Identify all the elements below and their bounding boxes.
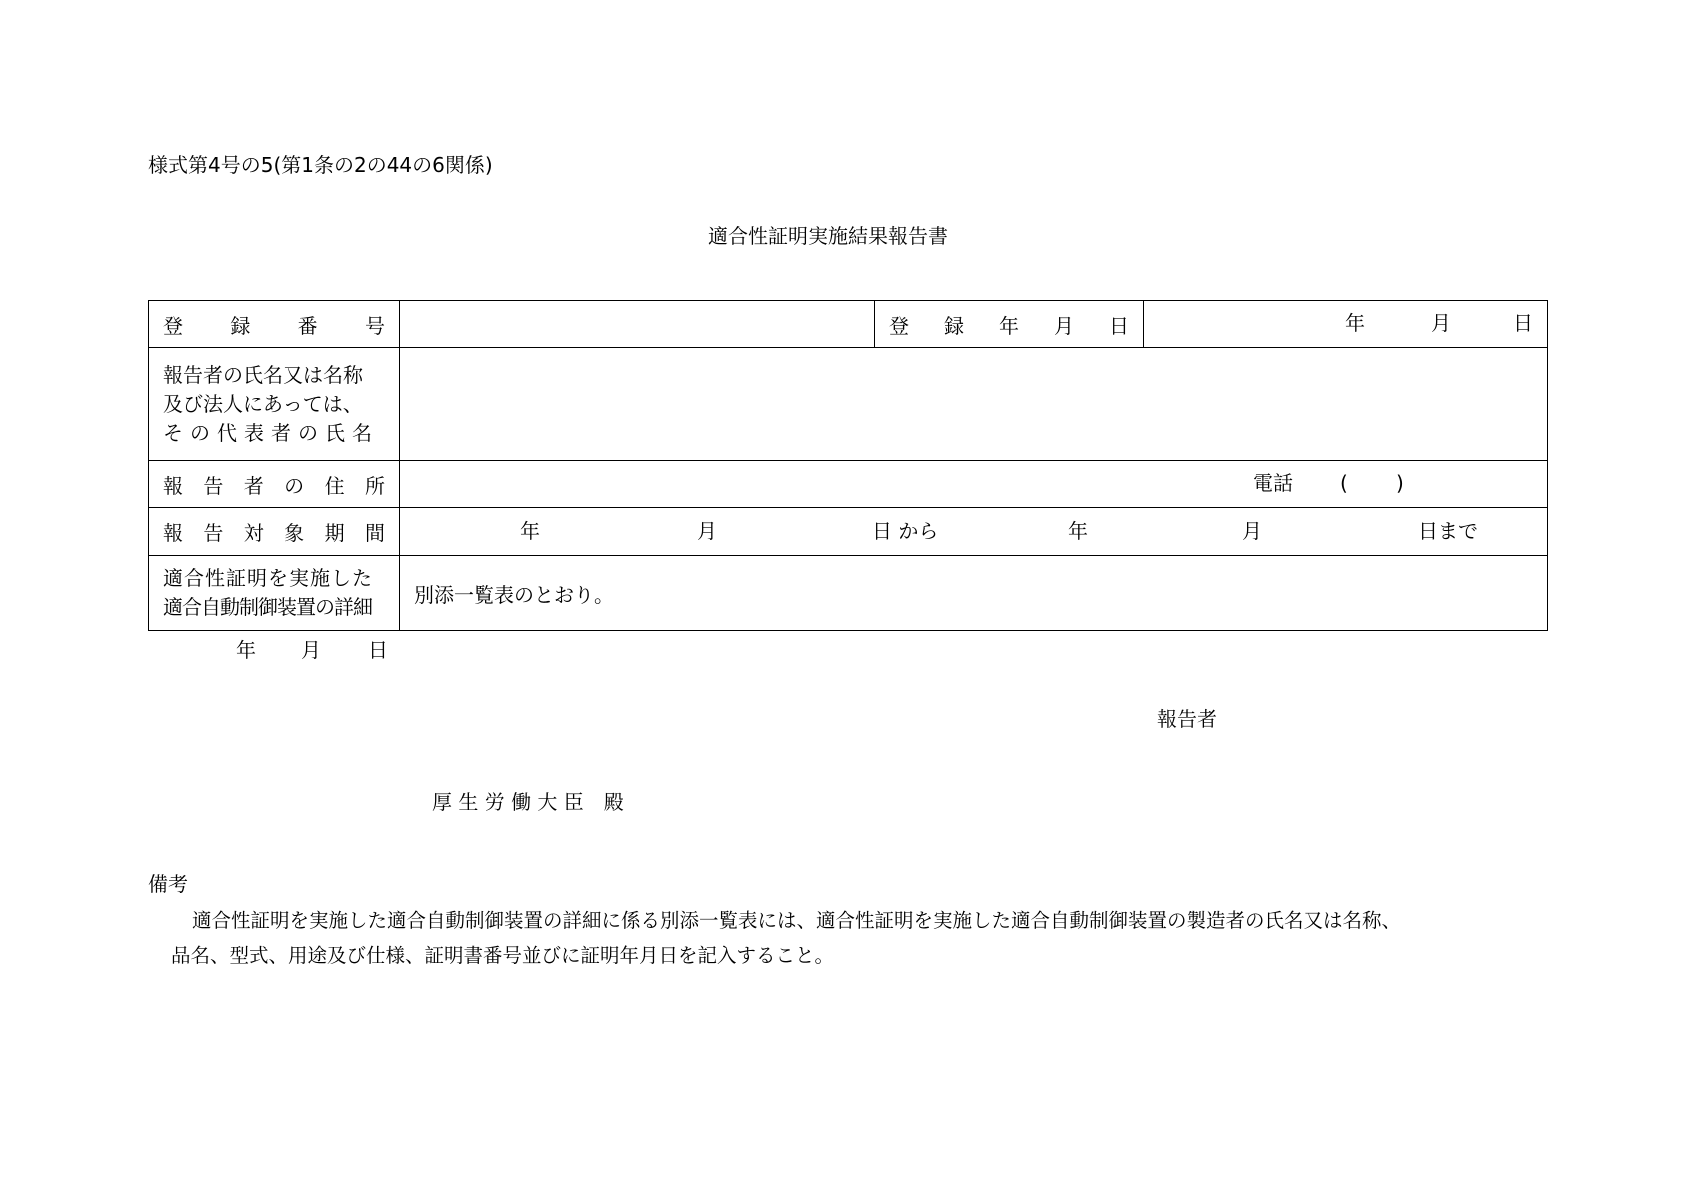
- reg-date-label: 登 録 年 月 日: [875, 301, 1144, 348]
- report-table: [148, 300, 1548, 631]
- row-registration: [149, 301, 1548, 348]
- reporter-label: 報告者: [1157, 707, 1217, 731]
- reporter-address-label: 報 告 者 の 住 所: [149, 461, 400, 508]
- reporter-name-label: 報告者の氏名又は名称 及び法人にあっては、 その代表者の氏名: [149, 348, 400, 461]
- date-year: 年: [236, 638, 256, 662]
- phone-label: 電話: [1253, 471, 1293, 495]
- addressee: 厚 生 労 働 大 臣 殿: [432, 790, 624, 814]
- row-reporter-name: [149, 348, 1548, 461]
- row-period: [149, 508, 1548, 556]
- period-label: 報 告 対 象 期 間: [149, 508, 400, 556]
- remarks-line-2: 品名、型式、用途及び仕様、証明書番号並びに証明年月日を記入すること。: [171, 944, 835, 967]
- form-reference: 様式第4号の5(第1条の2の44の6関係): [148, 153, 493, 177]
- row-address: [149, 461, 1548, 508]
- reg-date-field[interactable]: 年 月 日: [1144, 301, 1548, 348]
- date-day: 日: [368, 638, 388, 662]
- period-field[interactable]: 年 月 日 から 年 月 日まで: [400, 508, 1548, 556]
- reporter-name-field[interactable]: [400, 348, 1548, 461]
- details-field[interactable]: 別添一覧表のとおり。: [400, 556, 1548, 631]
- row-details: [149, 556, 1548, 631]
- remarks-heading: 備考: [148, 872, 188, 896]
- details-label: 適合性証明を実施した 適合自動制御装置の詳細: [149, 556, 400, 631]
- reporter-address-field[interactable]: 電話 ( ): [400, 461, 1548, 508]
- remarks-line-1: 適合性証明を実施した適合自動制御装置の詳細に係る別添一覧表には、適合性証明を実施した適合自動制御装置の製造者の氏名又は名称、: [192, 909, 1402, 932]
- document-title: 適合性証明実施結果報告書: [708, 224, 948, 248]
- reg-number-field[interactable]: [400, 301, 875, 348]
- reg-number-label: 登 録 番 号: [149, 301, 400, 348]
- date-month: 月: [301, 638, 321, 662]
